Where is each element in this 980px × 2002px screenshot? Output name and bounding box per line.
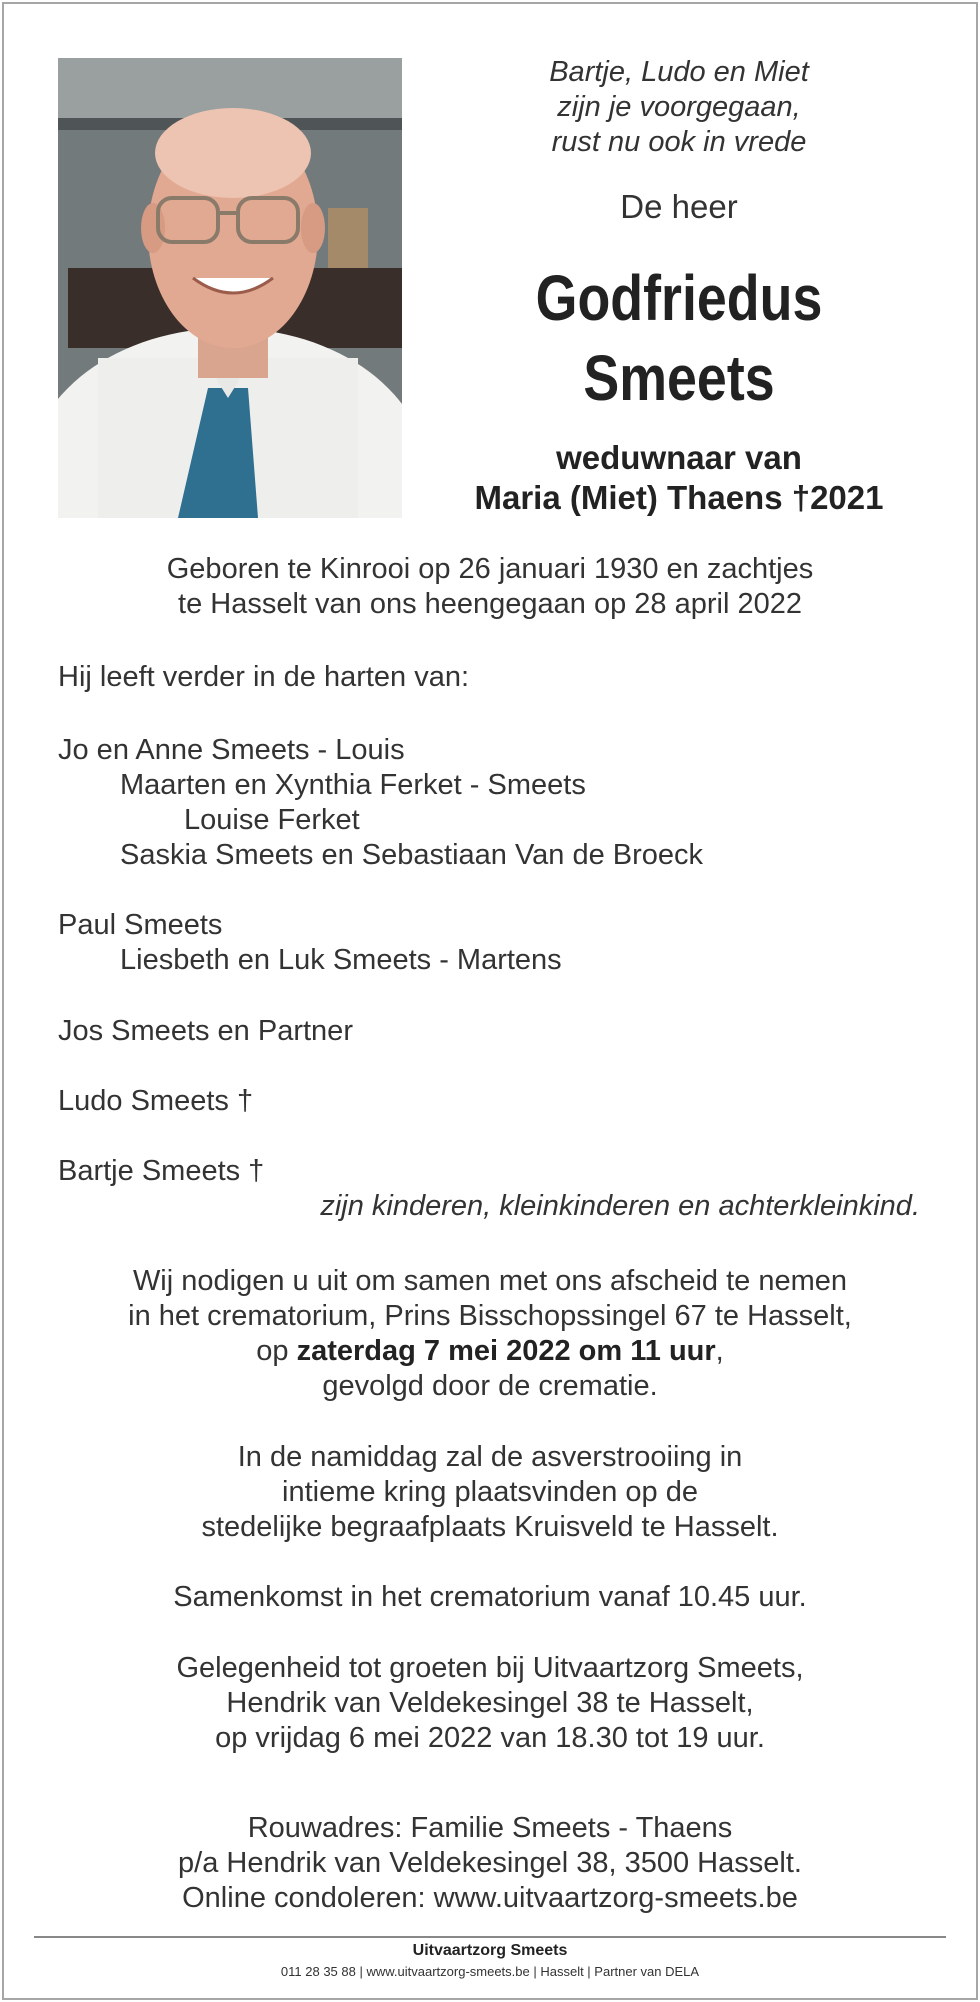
last-name: Smeets bbox=[583, 342, 775, 414]
motto-verse bbox=[414, 55, 944, 160]
family-group-1 bbox=[58, 733, 703, 873]
scattering-line: stedelijke begraafplaats Kruisveld te Hasselt. bbox=[201, 1511, 779, 1543]
first-name: Godfriedus bbox=[535, 262, 823, 334]
mourning-address bbox=[40, 1811, 940, 1916]
spouse-name: Maria (Miet) Thaens †2021 bbox=[474, 479, 884, 516]
birth-line: Geboren te Kinrooi op 26 januari 1930 en zachtjes bbox=[166, 553, 814, 585]
family-member: Jo en Anne Smeets - Louis bbox=[58, 734, 405, 766]
invitation-line: gevolgd door de crematie. bbox=[322, 1370, 658, 1402]
motto-line: zijn je voorgegaan, bbox=[557, 91, 801, 123]
motto-line: Bartje, Ludo en Miet bbox=[549, 56, 809, 88]
family-member: Saskia Smeets en Sebastiaan Van de Broeck bbox=[120, 839, 704, 871]
family-group-2 bbox=[58, 908, 562, 978]
motto-line: rust nu ook in vrede bbox=[551, 126, 807, 158]
footer-divider bbox=[34, 1936, 946, 1938]
invitation-date-line: op zaterdag 7 mei 2022 om 11 uur, bbox=[256, 1335, 724, 1367]
greeting-info bbox=[40, 1651, 940, 1756]
family-member: Liesbeth en Luk Smeets - Martens bbox=[120, 944, 562, 976]
gathering-info: Samenkomst in het crematorium vanaf 10.45 uur. bbox=[173, 1581, 807, 1613]
family-member: Paul Smeets bbox=[58, 909, 223, 941]
greeting-line: Gelegenheid tot groeten bij Uitvaartzorg Smeets, bbox=[176, 1652, 804, 1684]
funeral-home-name: Uitvaartzorg Smeets bbox=[412, 1942, 568, 1959]
invitation-line: Wij nodigen u uit om samen met ons afscheid te nemen bbox=[132, 1265, 848, 1297]
family-group-5: Bartje Smeets † bbox=[58, 1155, 265, 1187]
greeting-line: Hendrik van Veldekesingel 38 te Hasselt, bbox=[226, 1687, 754, 1719]
funeral-home-contact: 011 28 35 88 | www.uitvaartzorg-smeets.be | Hasselt | Partner van DELA bbox=[280, 1964, 700, 1979]
scattering-line: In de namiddag zal de asverstrooiing in bbox=[237, 1441, 743, 1473]
widower-label: weduwnaar van bbox=[556, 439, 802, 476]
widower-of bbox=[414, 438, 944, 518]
descendants-line: zijn kinderen, kleinkinderen en achterkleinkind. bbox=[320, 1190, 920, 1222]
address-line: Rouwadres: Familie Smeets - Thaens bbox=[247, 1812, 733, 1844]
greeting-line: op vrijdag 6 mei 2022 van 18.30 tot 19 uur. bbox=[215, 1722, 765, 1754]
family-group-3: Jos Smeets en Partner bbox=[58, 1015, 353, 1047]
deceased-name bbox=[456, 258, 901, 418]
invitation-line: in het crematorium, Prins Bisschopssingel 67 te Hasselt, bbox=[128, 1300, 852, 1332]
portrait-photo bbox=[58, 58, 402, 518]
family-group-4: Ludo Smeets † bbox=[58, 1085, 254, 1117]
address-line: p/a Hendrik van Veldekesingel 38, 3500 Hasselt. bbox=[178, 1847, 802, 1879]
birth-death-info bbox=[40, 552, 940, 622]
family-member: Maarten en Xynthia Ferket - Smeets bbox=[120, 769, 586, 801]
ceremony-date: zaterdag 7 mei 2022 om 11 uur bbox=[296, 1335, 716, 1367]
family-member: Louise Ferket bbox=[184, 804, 360, 836]
death-line: te Hasselt van ons heengegaan op 28 april 2022 bbox=[178, 588, 802, 620]
condolence-link: Online condoleren: www.uitvaartzorg-smeets.be bbox=[182, 1882, 798, 1914]
honorific: De heer bbox=[620, 188, 738, 225]
scattering-line: intieme kring plaatsvinden op de bbox=[282, 1476, 698, 1508]
lives-on-heading: Hij leeft verder in de harten van: bbox=[58, 661, 470, 693]
ash-scattering-info bbox=[40, 1440, 940, 1545]
funeral-invitation bbox=[40, 1264, 940, 1404]
